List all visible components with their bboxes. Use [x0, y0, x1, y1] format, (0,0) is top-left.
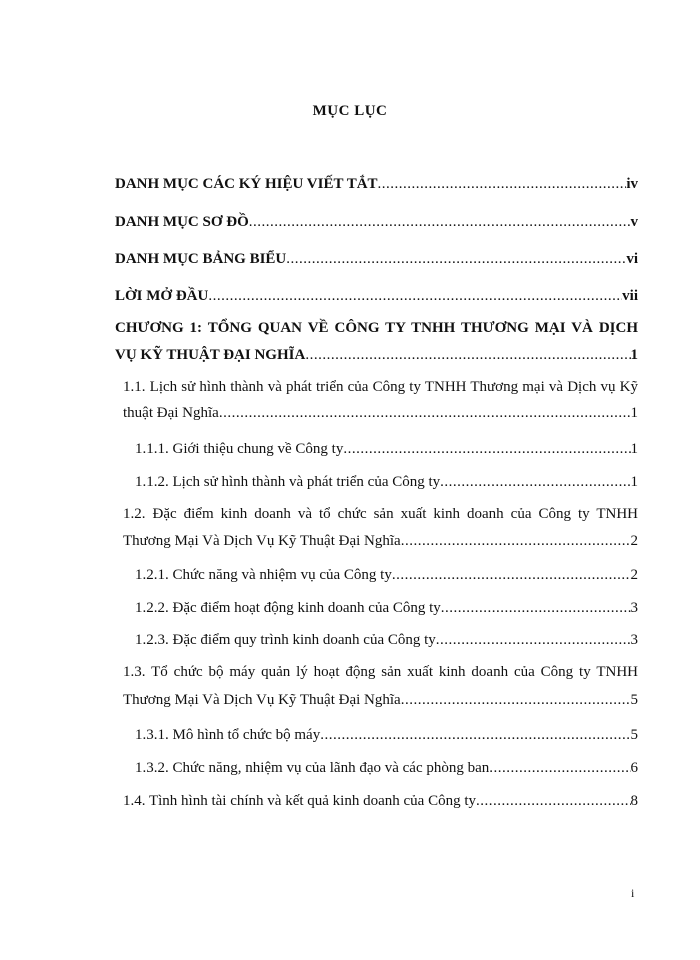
toc-entry-page: 1 — [630, 405, 638, 421]
toc-entry[interactable] — [135, 632, 638, 649]
toc-entry-text: 1.2.2. Đặc điểm hoạt động kinh doanh của Công ty — [135, 600, 441, 616]
toc-entry-line1[interactable]: 1.3. Tổ chức bộ máy quản lý hoạt động sản xuất kinh doanh của Công ty TNHH — [123, 664, 638, 680]
toc-entry-text: Thương Mại Và Dịch Vụ Kỹ Thuật Đại Nghĩa — [123, 533, 401, 549]
dot-leader — [286, 251, 626, 268]
toc-entry-page: 3 — [630, 632, 638, 648]
toc-entry-text: 1.2.1. Chức năng và nhiệm vụ của Công ty — [135, 567, 392, 583]
toc-entry[interactable] — [123, 692, 638, 709]
dot-leader — [208, 288, 622, 305]
toc-entry-page: 5 — [630, 727, 638, 743]
toc-entry-page: 2 — [630, 533, 638, 549]
toc-entry-text: thuật Đại Nghĩa — [123, 405, 219, 421]
toc-entry[interactable] — [135, 760, 638, 777]
toc-entry-line1[interactable]: 1.2. Đặc điểm kinh doanh và tổ chức sản xuất kinh doanh của Công ty TNHH — [123, 506, 638, 522]
toc-entry-page: v — [630, 214, 638, 230]
toc-entry-page: 1 — [630, 347, 638, 363]
toc-entry[interactable] — [135, 727, 638, 744]
toc-entry[interactable] — [123, 793, 638, 810]
toc-entry[interactable] — [123, 405, 638, 422]
toc-entry[interactable] — [115, 251, 638, 268]
dot-leader — [436, 632, 631, 649]
dot-leader — [401, 692, 631, 709]
toc-entry-text: VỤ KỸ THUẬT ĐẠI NGHĨA — [115, 347, 306, 363]
dot-leader — [343, 441, 630, 458]
dot-leader — [401, 533, 631, 550]
toc-entry[interactable] — [135, 474, 638, 491]
toc-entry-page: vi — [626, 251, 638, 267]
toc-entry-page: 8 — [630, 793, 638, 809]
toc-entry-text: DANH MỤC CÁC KÝ HIỆU VIẾT TẮT — [115, 176, 378, 192]
toc-title: MỤC LỤC — [312, 103, 388, 119]
toc-entry[interactable] — [115, 347, 638, 364]
toc-entry-text: 1.2.3. Đặc điểm quy trình kinh doanh của Công ty — [135, 632, 436, 648]
toc-entry-text: DANH MỤC SƠ ĐỒ — [115, 214, 249, 230]
dot-leader — [305, 347, 630, 364]
toc-entry-page: 1 — [630, 474, 638, 490]
dot-leader — [476, 793, 631, 810]
toc-entry-line1[interactable]: CHƯƠNG 1: TỔNG QUAN VỀ CÔNG TY TNHH THƯƠNG MẠI VÀ DỊCH — [115, 320, 638, 336]
toc-entry-page: 5 — [630, 692, 638, 708]
toc-entry-text: 1.3.1. Mô hình tổ chức bộ máy — [135, 727, 321, 743]
toc-entry-page: 1 — [630, 441, 638, 457]
dot-leader — [392, 567, 631, 584]
dot-leader — [320, 727, 630, 744]
toc-entry-text: 1.3.2. Chức năng, nhiệm vụ của lãnh đạo và các phòng ban — [135, 760, 490, 776]
toc-entry-line1[interactable]: 1.1. Lịch sử hình thành và phát triển của Công ty TNHH Thương mại và Dịch vụ Kỹ — [123, 379, 638, 395]
toc-entry-text: 1.1.1. Giới thiệu chung về Công ty — [135, 441, 344, 457]
dot-leader — [219, 405, 631, 422]
toc-entry-page: 3 — [630, 600, 638, 616]
toc-entry-text: Thương Mại Và Dịch Vụ Kỹ Thuật Đại Nghĩa — [123, 692, 401, 708]
toc-entry-page: vii — [622, 288, 638, 304]
toc-entry-page: iv — [626, 176, 638, 192]
toc-entry-text: DANH MỤC BẢNG BIỂU — [115, 251, 287, 267]
toc-entry[interactable] — [135, 600, 638, 617]
toc-entry-text: LỜI MỞ ĐẦU — [115, 288, 209, 304]
toc-entry-text: 1.4. Tình hình tài chính và kết quả kinh doanh của Công ty — [123, 793, 476, 809]
toc-entry[interactable] — [115, 288, 638, 305]
dot-leader — [441, 600, 631, 617]
toc-entry[interactable] — [135, 441, 638, 458]
dot-leader — [440, 474, 630, 491]
toc-entry-text: 1.1.2. Lịch sử hình thành và phát triển của Công ty — [135, 474, 441, 490]
toc-entry-page: 6 — [630, 760, 638, 776]
toc-entry[interactable] — [123, 533, 638, 550]
toc-entry[interactable] — [115, 176, 638, 193]
toc-entry[interactable] — [115, 214, 638, 231]
dot-leader — [378, 176, 627, 193]
toc-entry[interactable] — [135, 567, 638, 584]
dot-leader — [489, 760, 630, 777]
dot-leader — [249, 214, 631, 231]
toc-entry-page: 2 — [630, 567, 638, 583]
page-number: i — [631, 886, 635, 900]
